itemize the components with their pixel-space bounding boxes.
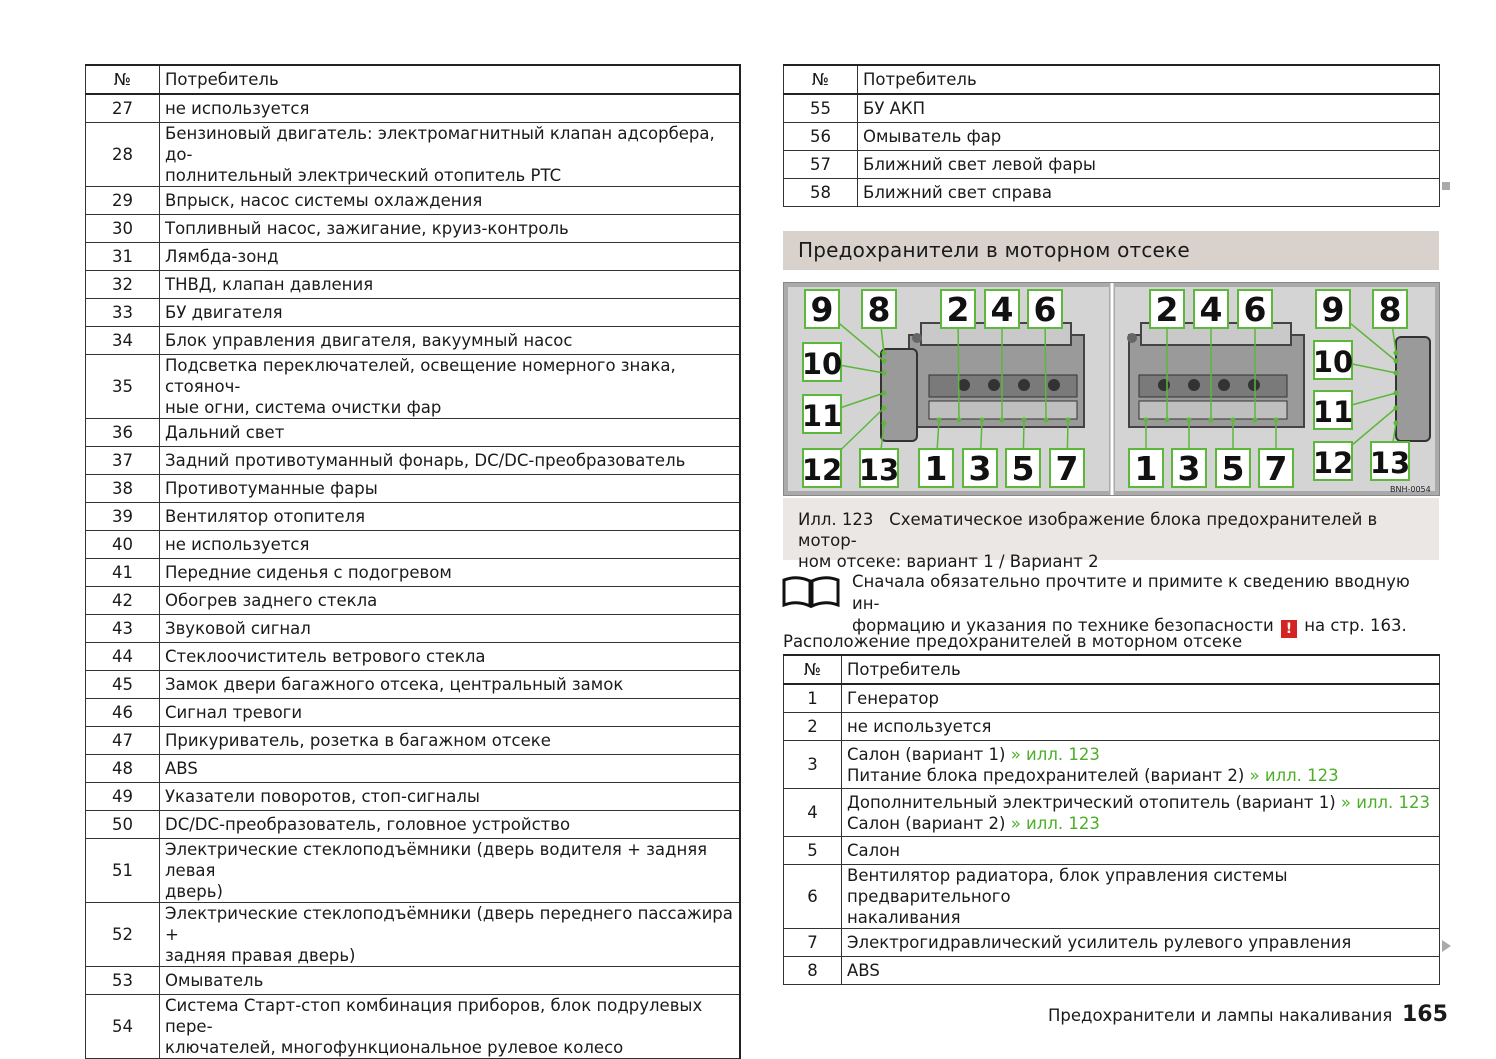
leader-dot [1000, 418, 1005, 423]
fuse-consumer: БУ двигателя [160, 299, 741, 327]
fuse-number: 42 [86, 587, 160, 615]
leader-dot [1394, 351, 1399, 356]
variant2-fuse-label: 12 [1312, 446, 1354, 480]
table-row [86, 699, 741, 727]
leader-dot [1253, 418, 1258, 423]
leader-dot [882, 371, 887, 376]
table-row [86, 995, 741, 1059]
fuse-number: 34 [86, 327, 160, 355]
fuse-number: 43 [86, 615, 160, 643]
table-row [784, 684, 1440, 713]
figure-caption [783, 498, 1439, 571]
figure-code: BNH-0054 [1390, 485, 1431, 494]
book-icon [782, 576, 840, 608]
fuse-consumer: Звуковой сигнал [160, 615, 741, 643]
fuse-number: 45 [86, 671, 160, 699]
left-fuse-table [85, 64, 741, 1059]
table-row [784, 179, 1440, 207]
fuse-number: 28 [86, 123, 160, 187]
variant2-fuse-label: 8 [1378, 290, 1402, 329]
fuse-number: 49 [86, 783, 160, 811]
table-row [784, 789, 1440, 837]
fuse-number: 47 [86, 727, 160, 755]
fuse-number: 53 [86, 967, 160, 995]
section-title: Предохранители в моторном отсеке [783, 231, 1439, 270]
fuse-number: 30 [86, 215, 160, 243]
fuse-consumer: Омыватель [160, 967, 741, 995]
table-row [784, 741, 1440, 789]
fuse-consumer: Генератор [842, 684, 1440, 713]
fuse-number: 4 [784, 789, 842, 837]
fuse-number: 35 [86, 355, 160, 419]
consumer-text: Салон (вариант 1) [847, 744, 1011, 764]
table-row [86, 531, 741, 559]
col-num-header: № [86, 65, 160, 94]
fuse-consumer: Система Старт-стоп комбинация приборов, блок подрулевых пере- ключателей, многофункциональное рулевое колесо [160, 995, 741, 1059]
col-consumer-header: Потребитель [858, 65, 1440, 94]
table-row [86, 755, 741, 783]
table-row [784, 837, 1440, 865]
warning-icon: ! [1281, 620, 1297, 638]
fuse-consumer: ТНВД, клапан давления [160, 271, 741, 299]
fuse-consumer: Обогрев заднего стекла [160, 587, 741, 615]
table-row [86, 559, 741, 587]
table-row [784, 151, 1440, 179]
table-row [784, 713, 1440, 741]
fuse-number: 1 [784, 684, 842, 713]
table-row [86, 447, 741, 475]
variant1-fuse-label: 11 [801, 399, 843, 433]
fuse-consumer: Прикуриватель, розетка в багажном отсеке [160, 727, 741, 755]
leader-dot [1394, 391, 1399, 396]
leader-dot [1394, 359, 1399, 364]
leader-dot [1394, 421, 1399, 426]
variant2-fuse-label: 6 [1243, 290, 1267, 329]
leader-dot [882, 351, 887, 356]
table-row [86, 615, 741, 643]
variant2-fuse-label: 5 [1221, 449, 1245, 488]
fuse-consumer: Передние сиденья с подогревом [160, 559, 741, 587]
variant1-fuse-label: 2 [946, 290, 970, 329]
fuse-number: 50 [86, 811, 160, 839]
table-row [784, 123, 1440, 151]
consumer-text: Салон (вариант 2) [847, 813, 1011, 833]
motor-subheading: Расположение предохранителей в моторном отсеке [783, 632, 1243, 651]
variant1-fuse-label: 4 [990, 290, 1014, 329]
variant1-fuse-label: 12 [801, 453, 843, 487]
fuse-number: 52 [86, 903, 160, 967]
fuse-consumer: Стеклоочиститель ветрового стекла [160, 643, 741, 671]
leader-dot [1044, 418, 1049, 423]
continue-arrow-icon [1442, 940, 1451, 952]
fuse-consumer [842, 741, 1440, 789]
caption-label: Илл. 123 [798, 510, 874, 529]
table-row [86, 811, 741, 839]
fuse-consumer: Электрические стеклоподъёмники (дверь водителя + задняя левая дверь) [160, 839, 741, 903]
variant2-fuse-label: 9 [1321, 290, 1345, 329]
fuse-consumer: Лямбда-зонд [160, 243, 741, 271]
fuse-number: 32 [86, 271, 160, 299]
fuse-consumer: Электрические стеклоподъёмники (дверь переднего пассажира + задняя правая дверь) [160, 903, 741, 967]
fuse-consumer: ABS [842, 957, 1440, 985]
figure-link[interactable]: » илл. 123 [1010, 744, 1100, 764]
fuse-consumer: БУ АКП [858, 94, 1440, 123]
motor-fuse-table [783, 654, 1440, 985]
table-row [86, 215, 741, 243]
fuse-number: 55 [784, 94, 858, 123]
variant2-fuse-label: 2 [1155, 290, 1179, 329]
leader-dot [1187, 418, 1192, 423]
fuse-number: 57 [784, 151, 858, 179]
leader-dot [882, 421, 887, 426]
fuse-number: 29 [86, 187, 160, 215]
fuse-consumer: Топливный насос, зажигание, круиз-контроль [160, 215, 741, 243]
fuse-consumer: DC/DC-преобразователь, головное устройство [160, 811, 741, 839]
table-row [86, 243, 741, 271]
table-row [86, 967, 741, 995]
table-row [784, 865, 1440, 929]
fuse-number: 8 [784, 957, 842, 985]
variant1-fuse-label: 13 [858, 453, 900, 487]
leader-dot [957, 418, 962, 423]
fuse-number: 48 [86, 755, 160, 783]
fuse-consumer: Ближний свет справа [858, 179, 1440, 207]
fuse-consumer: Вентилятор радиатора, блок управления системы предварительного накаливания [842, 865, 1440, 929]
fuse-box-diagram [784, 283, 1439, 495]
fuse-consumer: не используется [842, 713, 1440, 741]
fuse-number: 7 [784, 929, 842, 957]
fuse-consumer: не используется [160, 94, 741, 123]
table-row [784, 957, 1440, 985]
table-row [86, 727, 741, 755]
fuse-number: 58 [784, 179, 858, 207]
table-row [86, 299, 741, 327]
variant2-fuse-label: 3 [1177, 449, 1201, 488]
fuse-consumer: Впрыск, насос системы охлаждения [160, 187, 741, 215]
fuse-number: 54 [86, 995, 160, 1059]
fuse-number: 41 [86, 559, 160, 587]
table-row [86, 271, 741, 299]
table-row [86, 839, 741, 903]
end-of-section-square [1442, 182, 1450, 190]
leader-dot [1022, 418, 1027, 423]
leader-dot [1209, 418, 1214, 423]
table-row [86, 475, 741, 503]
fuse-number: 27 [86, 94, 160, 123]
leader-dot [882, 406, 887, 411]
fuse-consumer: Бензиновый двигатель: электромагнитный клапан адсорбера, до- полнительный электрический отопитель PTC [160, 123, 741, 187]
fuse-consumer: Салон [842, 837, 1440, 865]
fuse-consumer: не используется [160, 531, 741, 559]
consumer-text: Питание блока предохранителей (вариант 2) [847, 765, 1250, 785]
col-consumer-header: Потребитель [160, 65, 741, 94]
consumer-text: Дополнительный электрический отопитель (вариант 1) [847, 792, 1341, 812]
table-row [86, 187, 741, 215]
note-page-ref: на стр. 163. [1304, 616, 1407, 635]
fuse-number: 31 [86, 243, 160, 271]
variant2-fuse-label: 13 [1369, 446, 1411, 480]
variant2-fuse-label: 4 [1199, 290, 1223, 329]
leader-dot [1274, 418, 1279, 423]
fuse-consumer: Электрогидравлический усилитель рулевого управления [842, 929, 1440, 957]
leader-dot [1394, 406, 1399, 411]
variant1-fuse-label: 6 [1033, 290, 1057, 329]
table-row [86, 643, 741, 671]
fuse-number: 36 [86, 419, 160, 447]
caption-text: Схематическое изображение блока предохранителей в мотор- ном отсеке: вариант 1 / Вариант 2 [798, 510, 1378, 571]
page-number: 165 [1402, 1002, 1448, 1027]
fuse-consumer: Замок двери багажного отсека, центральный замок [160, 671, 741, 699]
table-row [86, 123, 741, 187]
fuse-consumer: Задний противотуманный фонарь, DC/DC-преобразователь [160, 447, 741, 475]
leader-dot [1144, 418, 1149, 423]
fuse-number: 39 [86, 503, 160, 531]
col-num-header: № [784, 655, 842, 684]
variant2-fuse-label: 1 [1134, 449, 1158, 488]
footer-title: Предохранители и лампы накаливания [1048, 1006, 1393, 1025]
table-row [86, 783, 741, 811]
fuse-consumer: ABS [160, 755, 741, 783]
fuse-consumer: Ближний свет левой фары [858, 151, 1440, 179]
table-row [86, 94, 741, 123]
fuse-consumer: Вентилятор отопителя [160, 503, 741, 531]
leader-dot [1165, 418, 1170, 423]
col-consumer-header: Потребитель [842, 655, 1440, 684]
fuse-consumer [842, 789, 1440, 837]
fuse-number: 33 [86, 299, 160, 327]
fuse-consumer: Указатели поворотов, стоп-сигналы [160, 783, 741, 811]
leader-dot [882, 391, 887, 396]
variant1-fuse-label: 7 [1055, 449, 1079, 488]
leader-dot [937, 418, 942, 423]
variant1-fuse-label: 8 [867, 290, 891, 329]
variant1-fuse-label: 3 [968, 449, 992, 488]
right-fuse-table [783, 64, 1440, 207]
col-num-header: № [784, 65, 858, 94]
fuse-box-illustration [783, 282, 1440, 496]
variant2-fuse-label: 10 [1312, 345, 1354, 379]
fuse-number: 6 [784, 865, 842, 929]
leader-dot [980, 418, 985, 423]
table-row [86, 903, 741, 967]
figure-link[interactable]: » илл. 123 [1010, 813, 1100, 833]
fuse-consumer: Блок управления двигателя, вакуумный насос [160, 327, 741, 355]
safety-note [852, 571, 1442, 638]
fuse-number: 40 [86, 531, 160, 559]
fuse-consumer: Сигнал тревоги [160, 699, 741, 727]
fuse-number: 2 [784, 713, 842, 741]
fuse-number: 56 [784, 123, 858, 151]
fuse-number: 44 [86, 643, 160, 671]
variant1-fuse-label: 9 [810, 290, 834, 329]
leader-dot [1066, 418, 1071, 423]
fuse-number: 51 [86, 839, 160, 903]
figure-link[interactable]: » илл. 123 [1340, 792, 1431, 812]
variant2-fuse-label: 11 [1312, 395, 1354, 429]
table-row [86, 419, 741, 447]
leader-dot [882, 359, 887, 364]
note-text: Сначала обязательно прочтите и примите к сведению вводную ин- формацию и указания по технике безопасности [852, 572, 1410, 635]
table-row [86, 503, 741, 531]
variant1-fuse-label: 5 [1011, 449, 1035, 488]
fuse-consumer: Противотуманные фары [160, 475, 741, 503]
table-row [86, 327, 741, 355]
table-row [784, 94, 1440, 123]
table-row [86, 671, 741, 699]
variant1-fuse-label: 10 [801, 347, 843, 381]
fuse-number: 37 [86, 447, 160, 475]
table-row [86, 355, 741, 419]
leader-dot [1231, 418, 1236, 423]
fuse-number: 38 [86, 475, 160, 503]
fuse-consumer: Подсветка переключателей, освещение номерного знака, стояноч- ные огни, система очистки фар [160, 355, 741, 419]
variant2-fuse-label: 7 [1264, 449, 1288, 488]
fuse-consumer: Дальний свет [160, 419, 741, 447]
leader-dot [1394, 371, 1399, 376]
fuse-number: 46 [86, 699, 160, 727]
fuse-number: 5 [784, 837, 842, 865]
table-row [86, 587, 741, 615]
figure-link[interactable]: » илл. 123 [1249, 765, 1339, 785]
fuse-number: 3 [784, 741, 842, 789]
fuse-consumer: Омыватель фар [858, 123, 1440, 151]
variant1-fuse-label: 1 [924, 449, 948, 488]
table-row [784, 929, 1440, 957]
